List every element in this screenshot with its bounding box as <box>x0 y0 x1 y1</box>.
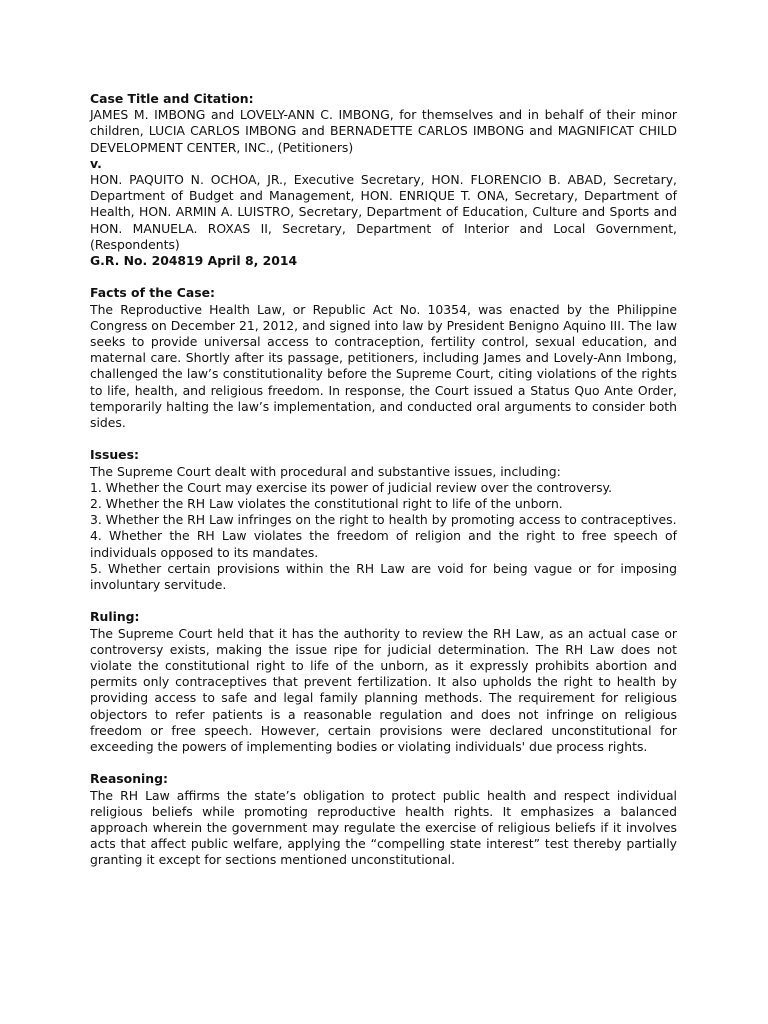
petitioners-text: JAMES M. IMBONG and LOVELY-ANN C. IMBONG, for themselves and in behalf of their minor children, LUCIA CARLOS IMBONG and BERNADETTE CARLOS IMBONG and MAGNIFICAT CHILD DEVELOPMENT CENTER, INC., (Petitioners) <box>90 107 677 155</box>
spacer <box>90 593 677 609</box>
issue-item: 5. Whether certain provisions within the RH Law are void for being vague or for imposing involuntary servitude. <box>90 560 677 593</box>
facts-heading: Facts of the Case: <box>90 285 215 301</box>
issues-intro: The Supreme Court dealt with procedural and substantive issues, including: <box>90 463 561 479</box>
spacer <box>90 431 677 447</box>
issue-item: 4. Whether the RH Law violates the freedom of religion and the right to free speech of individuals opposed to its mandates. <box>90 528 677 560</box>
ruling-heading: Ruling: <box>90 609 140 625</box>
document-page <box>90 91 677 869</box>
issue-item: 2. Whether the RH Law violates the constitutional right to life of the unborn. <box>90 496 563 512</box>
respondents-text: HON. PAQUITO N. OCHOA, JR., Executive Secretary, HON. FLORENCIO B. ABAD, Secretary, Department of Budget and Management, HON. ENRIQUE T. ONA, Secretary, Department of Health, HON. ARMIN A. LUISTRO, Secretary, Department of Education, Culture and Sports and HON. MANUELA. ROXAS II, Secretary, Department of Interior and Local Government, (Respondents) <box>90 172 677 252</box>
issue-item: 1. Whether the Court may exercise its power of judicial review over the controversy. <box>90 479 613 495</box>
reasoning-text: The RH Law affirms the state’s obligation to protect public health and respect individual religious beliefs while promoting reproductive health rights. It emphasizes a balanced approach wherein the government may regulate the exercise of religious beliefs if it involves acts that affect public welfare, applying the “compelling state interest” test thereby partially granting it except for sections mentioned unconstitutional. <box>90 787 677 868</box>
facts-text: The Reproductive Health Law, or Republic Act No. 10354, was enacted by the Philippine Congress on December 21, 2012, and signed into law by President Benigno Aquino III. The law seeks to provide universal access to contraception, fertility control, sexual education, and maternal care. Shortly after its passage, petitioners, including James and Lovely-Ann Imbong, challenged the law’s constitutionality before the Supreme Court, citing violations of the rights to life, health, and religious freedom. In response, the Court issued a Status Quo Ante Order, temporarily halting the law’s implementation, and conducted oral arguments to consider both sides. <box>90 301 677 431</box>
reasoning-heading: Reasoning: <box>90 771 168 787</box>
spacer <box>90 755 677 771</box>
spacer <box>90 269 677 285</box>
case-title-heading: Case Title and Citation: <box>90 91 254 106</box>
issues-heading: Issues: <box>90 447 139 463</box>
versus-text: v. <box>90 155 102 171</box>
case-citation: G.R. No. 204819 April 8, 2014 <box>90 253 298 269</box>
issue-item: 3. Whether the RH Law infringes on the right to health by promoting access to contraceptives. <box>90 512 677 528</box>
ruling-text: The Supreme Court held that it has the authority to review the RH Law, as an actual case or controversy exists, making the issue ripe for judicial determination. The RH Law does not violate the constitutional right to life of the unborn, as it expressly prohibits abortion and permits only contraceptives that prevent fertilization. It also upholds the right to health by providing access to safe and legal family planning methods. The requirement for religious objectors to refer patients is a reasonable regulation and does not infringe on religious freedom or free speech. However, certain provisions were declared unconstitutional for exceeding the powers of implementing bodies or violating individuals' due process rights. <box>90 625 677 755</box>
